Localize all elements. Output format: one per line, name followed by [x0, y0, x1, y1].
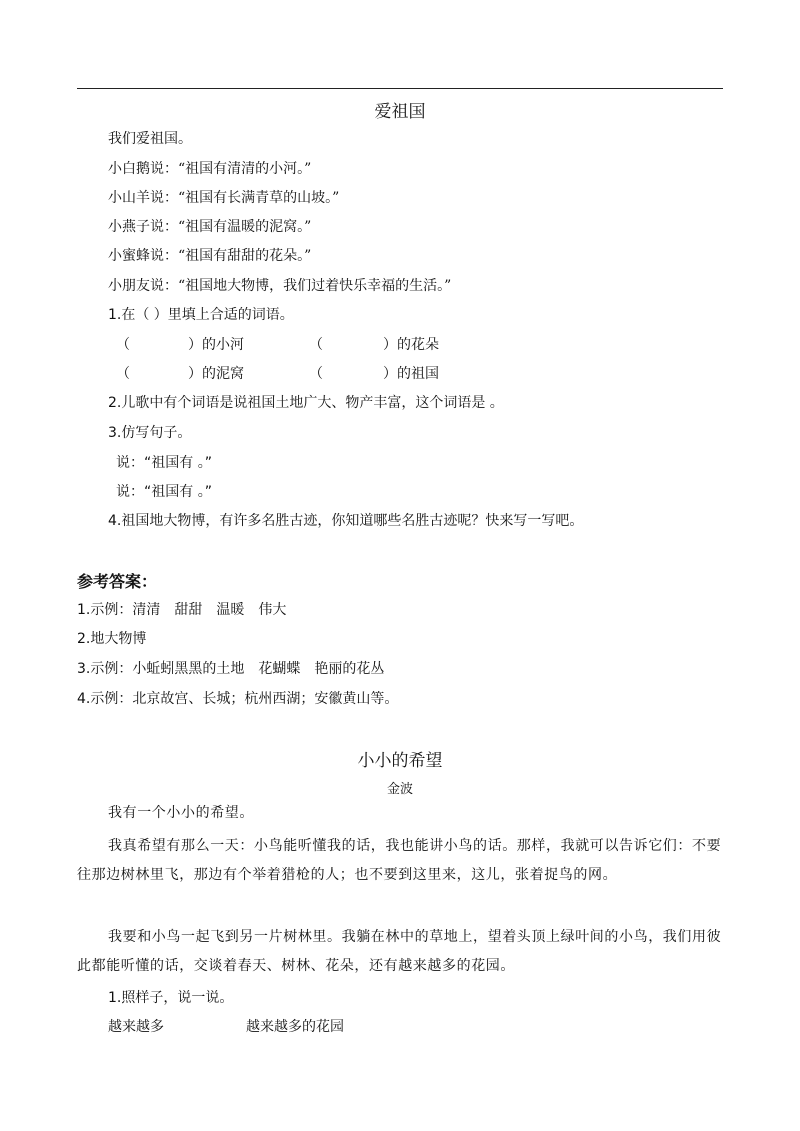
- poem2-question-1: 1.照样子，说一说。: [108, 990, 234, 1006]
- example-right: 越来越多的花园: [246, 1019, 344, 1035]
- poem1-title: 爱祖国: [374, 102, 426, 122]
- poem1-line: 小山羊说：“祖国有长满青草的山坡。”: [108, 190, 340, 206]
- question-2: 2.儿歌中有个词语是说祖国土地广大、物产丰富，这个词语是 。: [108, 395, 504, 411]
- blank-open: （: [309, 366, 323, 382]
- poem2-paragraph: 我真希望有那么一天：小鸟能听懂我的话，我也能讲小鸟的话。那样，我就可以告诉它们：不要往那边树林里飞，那边有个举着猎枪的人；也不要到这里来，这儿，张着捉鸟的网。: [77, 838, 722, 883]
- poem1-line: 小白鹅说：“祖国有清清的小河。”: [108, 161, 312, 177]
- answers-heading: 参考答案：: [77, 572, 158, 591]
- imitation-line: 说：“祖国有 。”: [116, 455, 212, 471]
- answer-item: 1.示例：清清 甜甜 温暖 伟大: [77, 602, 287, 618]
- blank-open: （: [116, 366, 130, 382]
- poem1-line: 小蜜蜂说：“祖国有甜甜的花朵。”: [108, 248, 312, 264]
- poem2-title: 小小的希望: [357, 751, 443, 771]
- question-1: 1.在（ ）里填上合适的词语。: [108, 307, 294, 323]
- poem2-author: 金波: [386, 782, 413, 797]
- blank-open: （: [309, 337, 323, 353]
- poem1-line: 小燕子说：“祖国有温暖的泥窝。”: [108, 219, 312, 235]
- example-left: 越来越多: [108, 1019, 164, 1035]
- question-4: 4.祖国地大物博，有许多名胜古迹，你知道哪些名胜古迹呢？快来写一写吧。: [108, 513, 584, 529]
- answer-item: 2.地大物博: [77, 631, 147, 647]
- blank-close: ）的小河: [188, 337, 244, 353]
- poem2-paragraph: 我有一个小小的希望。: [108, 805, 254, 821]
- poem2-paragraph: 我要和小鸟一起飞到另一片树林里。我躺在林中的草地上，望着头顶上绿叶间的小鸟，我们用彼此都能听懂的话，交谈着春天、树林、花朵，还有越来越多的花园。: [77, 929, 722, 974]
- poem1-line: 我们爱祖国。: [108, 131, 192, 147]
- answer-item: 4.示例：北京故宫、长城；杭州西湖；安徽黄山等。: [77, 691, 399, 707]
- blank-close: ）的花朵: [383, 337, 439, 353]
- top-rule: [77, 88, 723, 89]
- poem1-line: 小朋友说：“祖国地大物博，我们过着快乐幸福的生活。”: [108, 278, 452, 294]
- blank-open: （: [116, 337, 130, 353]
- blank-close: ）的泥窝: [188, 366, 244, 382]
- imitation-line: 说：“祖国有 。”: [116, 484, 212, 500]
- blank-close: ）的祖国: [383, 366, 439, 382]
- answer-item: 3.示例：小蚯蚓黑黑的土地 花蝴蝶 艳丽的花丛: [77, 661, 385, 677]
- question-3: 3.仿写句子。: [108, 425, 192, 441]
